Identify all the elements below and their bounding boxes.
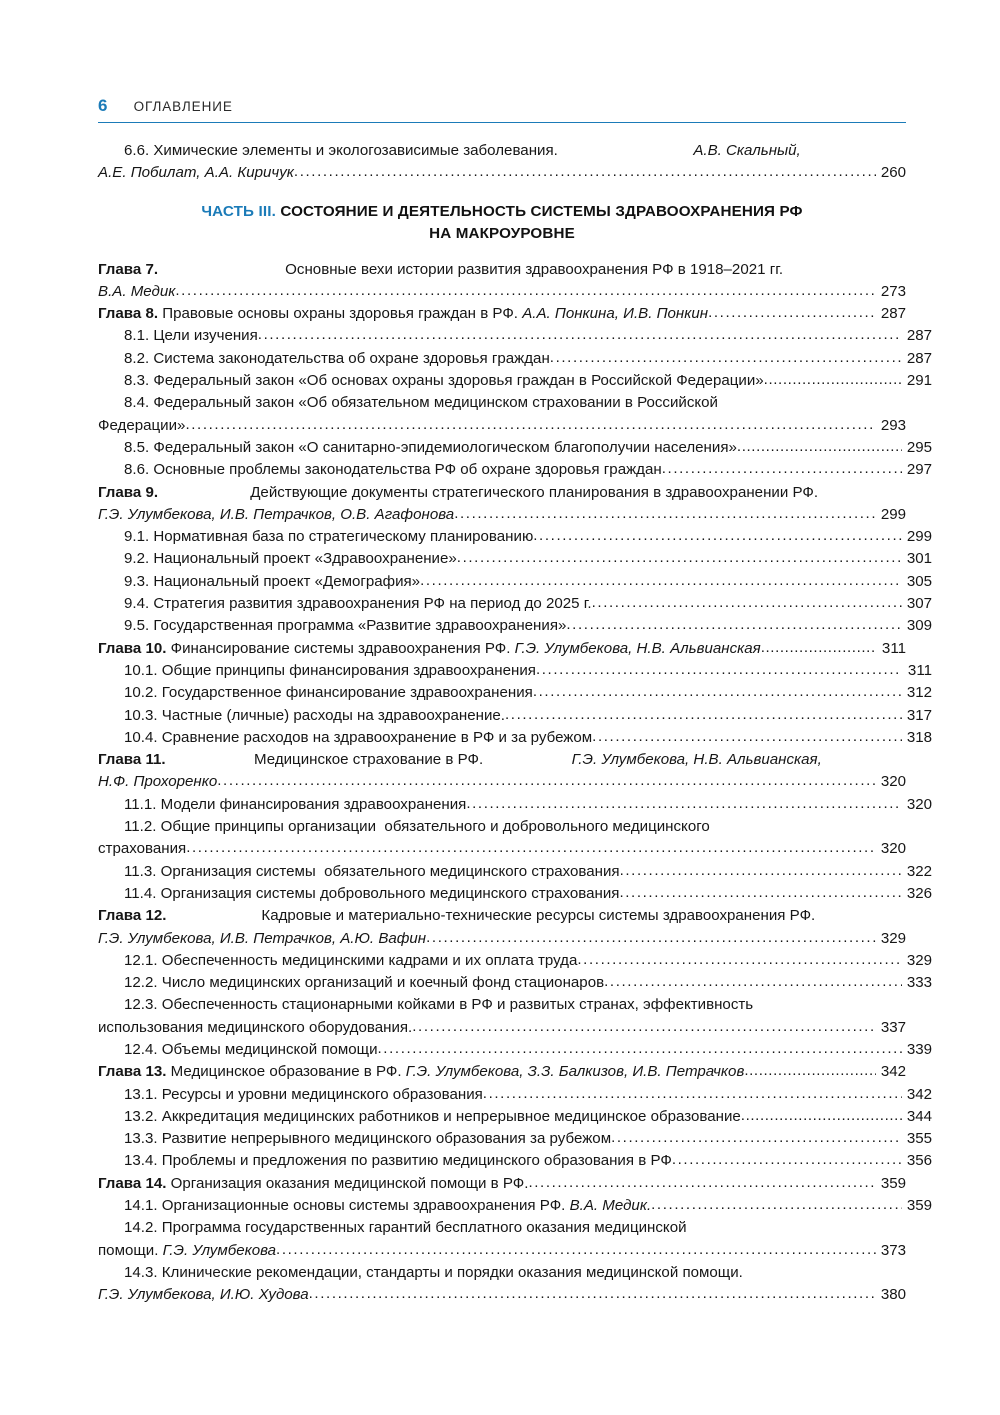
toc-line: [98, 571, 932, 593]
toc-entry-9-1[interactable]: [98, 526, 932, 548]
toc-entry-12-2[interactable]: [98, 972, 932, 994]
toc-entry-chapter-13[interactable]: [98, 1061, 906, 1083]
toc-entry-10-4[interactable]: [98, 727, 932, 749]
toc-line: [98, 682, 932, 704]
toc-line: [98, 705, 932, 727]
toc-line: [98, 771, 906, 793]
toc-line: [98, 1106, 932, 1128]
toc-line: [98, 459, 932, 481]
toc-entry-authors: В.А. Медик.: [569, 1197, 652, 1215]
toc-entry-authors: Г.Э. Улумбекова: [162, 1241, 277, 1259]
dot-leader: [420, 570, 902, 592]
toc-line: [98, 1128, 932, 1150]
chapter-number: Глава 10.: [98, 639, 167, 657]
toc-entry-12-4[interactable]: [98, 1039, 932, 1061]
toc-entry-chapter-9[interactable]: [98, 482, 906, 527]
toc-page-number: 326: [906, 884, 932, 902]
part-heading-line-2: НА МАКРОУРОВНЕ: [429, 224, 575, 242]
dot-leader: [604, 971, 902, 993]
dot-leader: [294, 161, 876, 183]
toc-page-number: 320: [880, 840, 906, 858]
toc-line: [98, 1039, 932, 1061]
dot-leader: [536, 659, 902, 681]
toc-line: [98, 838, 906, 860]
dot-leader: [412, 1016, 876, 1038]
toc-entry-title: 9.3. Национальный проект «Демография»: [124, 572, 421, 590]
toc-entry-13-3[interactable]: [98, 1128, 932, 1150]
toc-page-number: 320: [880, 773, 906, 791]
toc-line: [98, 1217, 932, 1239]
toc-page-number: 322: [906, 862, 932, 880]
toc-page-number: 287: [906, 327, 932, 345]
toc-page-number: 329: [906, 951, 932, 969]
toc-entry-title: Финансирование системы здравоохранения РФ.: [166, 639, 515, 657]
toc-entry-9-5[interactable]: [98, 615, 932, 637]
toc-entry-9-3[interactable]: [98, 571, 932, 593]
toc-entry-11-4[interactable]: [98, 883, 932, 905]
toc-entry-chapter-8[interactable]: [98, 303, 906, 325]
toc-line: [98, 994, 932, 1016]
toc-entry-title: 12.2. Число медицинских организаций и коечный фонд стационаров: [124, 974, 605, 992]
toc-entry-title: 12.3. Обеспеченность стационарными койками в РФ и развитых странах, эффективность: [124, 996, 754, 1014]
toc-page-number: 307: [906, 595, 932, 613]
dot-leader: [309, 1283, 876, 1305]
toc-line: [98, 1262, 932, 1284]
toc-page-number: 317: [906, 706, 932, 724]
toc-line: [98, 370, 932, 392]
dot-leader: [217, 770, 876, 792]
toc-page-number: 291: [906, 372, 932, 390]
toc-line: [98, 794, 932, 816]
dot-leader: [611, 1127, 902, 1149]
toc-page-number: 305: [906, 572, 932, 590]
toc-page-number: 356: [906, 1152, 932, 1170]
dot-leader: [426, 927, 876, 949]
toc-entry-13-2[interactable]: [98, 1106, 932, 1128]
dot-leader: [761, 637, 876, 659]
toc-entry-title: 9.5. Государственная программа «Развитие здравоохранения»: [124, 617, 567, 635]
toc-entry-12-3[interactable]: [98, 994, 906, 1039]
chapter-number: Глава 7.: [98, 260, 159, 278]
dot-leader: [483, 1083, 902, 1105]
toc-entry-title: 8.4. Федеральный закон «Об обязательном медицинском страховании в Российской: [124, 394, 718, 412]
toc-page-number: 373: [880, 1241, 906, 1259]
dot-leader: [466, 793, 902, 815]
toc-entry-8-2[interactable]: [98, 348, 932, 370]
toc-entry-authors: Г.Э. Улумбекова, Н.В. Альвианская,: [571, 751, 822, 769]
toc-entry-title-cont: помощи.: [98, 1241, 163, 1259]
toc-entry-title: 14.1. Организационные основы системы здравоохранения РФ.: [124, 1197, 570, 1215]
toc-entry-title: Правовые основы охраны здоровья граждан в РФ.: [158, 305, 523, 323]
toc-page-number: 309: [906, 617, 932, 635]
dot-leader: [619, 882, 902, 904]
toc-line: [98, 259, 906, 281]
dot-leader: [672, 1149, 902, 1171]
toc-entry-title: 12.1. Обеспеченность медицинскими кадрами и их оплата труда: [124, 951, 578, 969]
chapter-number: Глава 9.: [98, 483, 159, 501]
toc-page-number: 311: [907, 661, 932, 679]
toc-line: [98, 727, 932, 749]
toc-entry-authors: Г.Э. Улумбекова, З.З. Балкизов, И.В. Петрачков: [405, 1063, 745, 1081]
toc-entry-title: Основные вехи истории развития здравоохранения РФ в 1918–2021 гг.: [280, 260, 784, 278]
toc-page-number: 287: [906, 349, 932, 367]
toc-line: [98, 1240, 906, 1262]
toc-entry-13-4[interactable]: [98, 1150, 932, 1172]
toc-line: [98, 303, 906, 325]
toc-entry-12-1[interactable]: [98, 950, 932, 972]
toc-line: [98, 548, 932, 570]
toc-entry-title: 8.1. Цели изучения: [124, 327, 258, 345]
chapter-number: Глава 11.: [98, 751, 166, 769]
chapter-number: Глава 12.: [98, 907, 167, 925]
toc-page-number: 287: [880, 305, 906, 323]
toc-entry-14-3[interactable]: [98, 1262, 906, 1307]
toc-entry-8-5[interactable]: [98, 437, 932, 459]
toc-entry-14-1[interactable]: [98, 1195, 932, 1217]
toc-page-number: 273: [880, 282, 906, 300]
toc-line: [98, 816, 932, 838]
toc-line: [98, 482, 906, 504]
toc-page-number: 359: [880, 1174, 906, 1192]
toc-page-number: 301: [906, 550, 932, 568]
running-header: [98, 96, 906, 123]
toc-page-number: 355: [906, 1130, 932, 1148]
toc-page-number: 339: [906, 1040, 932, 1058]
toc-line: [98, 1195, 932, 1217]
dot-leader: [744, 1060, 876, 1082]
toc-page-number: 344: [906, 1107, 932, 1125]
part-heading: [98, 201, 906, 245]
toc-entry-11-2[interactable]: [98, 816, 906, 861]
toc-entry-title: 9.4. Стратегия развития здравоохранения РФ на период до 2025 г.: [124, 595, 592, 613]
toc-entry-10-3[interactable]: [98, 705, 932, 727]
toc-entry-authors-cont: А.Е. Побилат, А.А. Киричук: [98, 164, 294, 182]
toc-page-number: 293: [880, 416, 906, 434]
dot-leader: [533, 681, 902, 703]
toc-entry-6-6[interactable]: [98, 140, 906, 185]
toc-entry-8-6[interactable]: [98, 459, 932, 481]
toc-line: [98, 749, 906, 771]
toc-entry-title: 11.2. Общие принципы организации обязательного и добровольного медицинского: [124, 818, 710, 836]
toc-entry-title: 10.1. Общие принципы финансирования здравоохранения: [124, 661, 536, 679]
toc-entry-chapter-10[interactable]: [98, 638, 906, 660]
toc-entry-title: 8.2. Система законодательства об охране здоровья граждан: [124, 349, 550, 367]
toc-line: [98, 437, 932, 459]
toc-page-number: 359: [906, 1197, 932, 1215]
toc-entry-authors: А.В. Скальный,: [693, 142, 801, 159]
toc-entry-title-cont: страхования: [98, 840, 187, 858]
toc-page-number: 333: [906, 974, 932, 992]
toc-page-number: 311: [881, 639, 906, 657]
toc-page-number: 329: [880, 929, 906, 947]
toc-entry-title: Действующие документы стратегического планирования в здравоохранении РФ.: [246, 483, 819, 501]
toc-entry-11-3[interactable]: [98, 861, 932, 883]
toc-page-number: 320: [906, 795, 932, 813]
toc-page-number: 297: [906, 461, 932, 479]
dot-leader: [577, 949, 902, 971]
dot-leader: [662, 458, 902, 480]
toc-entry-8-3[interactable]: [98, 370, 932, 392]
toc-entry-authors: Г.Э. Улумбекова, И.В. Петрачков, А.Ю. Вафин: [98, 929, 427, 947]
toc-entry-title: Кадровые и материально-технические ресурсы системы здравоохранения РФ.: [257, 907, 816, 925]
toc-entry-title: 11.4. Организация системы добровольного медицинского страхования: [124, 884, 620, 902]
toc-entry-title: 10.2. Государственное финансирование здравоохранения: [124, 684, 533, 702]
toc-entry-9-2[interactable]: [98, 548, 932, 570]
toc-entry-authors: А.А. Понкина, И.В. Понкин: [522, 305, 709, 323]
toc-entry-authors: В.А. Медик: [98, 282, 176, 300]
dot-leader: [276, 1239, 876, 1261]
toc-line: [98, 861, 932, 883]
toc-page-number: 342: [880, 1063, 906, 1081]
dot-leader: [566, 614, 902, 636]
part-heading-line-1: [98, 201, 906, 223]
toc-page-number: 295: [906, 438, 932, 456]
chapter-number: Глава 8.: [98, 305, 159, 323]
toc-line: [98, 883, 932, 905]
chapter-number: Глава 14.: [98, 1174, 167, 1192]
toc-line: [98, 162, 906, 184]
dot-leader: [592, 726, 902, 748]
toc-entry-title: 11.1. Модели финансирования здравоохранения: [124, 795, 467, 813]
toc-line: [98, 281, 906, 303]
toc-line: [98, 392, 932, 414]
toc-entry-title: 9.1. Нормативная база по стратегическому планированию: [124, 528, 534, 546]
toc-entry-chapter-7[interactable]: [98, 259, 906, 304]
toc-entry-title: 12.4. Объемы медицинской помощи: [124, 1040, 378, 1058]
toc-entry-10-1[interactable]: [98, 660, 932, 682]
toc-entry-authors-cont: Н.Ф. Прохоренко: [98, 773, 218, 791]
toc-entry-title-cont: Федерации»: [98, 416, 186, 434]
dot-leader: [550, 347, 902, 369]
toc-entry-chapter-14[interactable]: [98, 1173, 906, 1195]
toc-line: [98, 415, 906, 437]
dot-leader: [620, 860, 902, 882]
dot-leader: [457, 547, 902, 569]
toc-line: [98, 972, 932, 994]
toc-line: [98, 526, 932, 548]
toc-entry-14-2[interactable]: [98, 1217, 906, 1262]
toc-line: [98, 348, 932, 370]
toc-page-number: 342: [906, 1085, 932, 1103]
toc-line: [98, 1150, 932, 1172]
toc-entry-authors: Г.Э. Улумбекова, И.Ю. Худова: [98, 1286, 309, 1304]
toc-list: [98, 140, 932, 1307]
toc-page-number: 260: [880, 164, 906, 182]
dot-leader: [651, 1194, 902, 1216]
toc-line: [98, 928, 906, 950]
toc-line: [98, 325, 932, 347]
toc-entry-11-1[interactable]: [98, 794, 932, 816]
dot-leader: [454, 503, 876, 525]
toc-page-number: 380: [880, 1286, 906, 1304]
toc-line: [98, 1084, 932, 1106]
toc-line: [98, 504, 906, 526]
part-heading-text: СОСТОЯНИЕ И ДЕЯТЕЛЬНОСТЬ СИСТЕМЫ ЗДРАВООХРАНЕНИЯ РФ: [275, 202, 803, 220]
toc-entry-chapter-12[interactable]: [98, 905, 906, 950]
dot-leader: [737, 436, 902, 458]
toc-page-number: 312: [906, 684, 932, 702]
toc-entry-title: Организация оказания медицинской помощи в РФ.: [166, 1174, 529, 1192]
dot-leader: [186, 837, 876, 859]
page-folio-number: 6: [98, 96, 108, 115]
toc-line: [98, 638, 906, 660]
toc-line: [98, 1173, 906, 1195]
toc-entry-title: 11.3. Организация системы обязательного медицинского страхования: [124, 862, 620, 880]
dot-leader: [175, 280, 876, 302]
dot-leader: [764, 369, 902, 391]
toc-entry-9-4[interactable]: [98, 593, 932, 615]
toc-line: [98, 950, 932, 972]
toc-entry-title: 6.6. Химические элементы и экологозависимые заболевания.: [124, 142, 563, 159]
toc-line: [98, 905, 906, 927]
toc-line: [98, 615, 932, 637]
toc-entry-title: 13.2. Аккредитация медицинских работников и непрерывное медицинское образование: [124, 1107, 741, 1125]
toc-line: [98, 140, 932, 162]
part-label: ЧАСТЬ III.: [201, 202, 276, 220]
toc-entry-title: 10.3. Частные (личные) расходы на здравоохранение.: [124, 706, 505, 724]
dot-leader: [185, 414, 876, 436]
dot-leader: [505, 704, 902, 726]
toc-entry-title: 8.3. Федеральный закон «Об основах охраны здоровья граждан в Российской Федерации»: [124, 372, 764, 390]
dot-leader: [378, 1038, 902, 1060]
running-header-title: ОГЛАВЛЕНИЕ: [133, 99, 233, 114]
toc-entry-title: Медицинское образование в РФ.: [166, 1063, 406, 1081]
toc-entry-title: Медицинское страхование в РФ.: [249, 751, 488, 769]
dot-leader: [533, 525, 902, 547]
chapter-number: Глава 13.: [98, 1063, 167, 1081]
toc-entry-title: 8.6. Основные проблемы законодательства РФ об охране здоровья граждан: [124, 461, 662, 479]
toc-entry-authors: Г.Э. Улумбекова, Н.В. Альвианская: [514, 639, 761, 657]
toc-entry-title: 13.1. Ресурсы и уровни медицинского образования: [124, 1085, 483, 1103]
toc-entry-title: 13.3. Развитие непрерывного медицинского образования за рубежом: [124, 1130, 612, 1148]
dot-leader: [592, 592, 902, 614]
toc-entry-title: 14.3. Клинические рекомендации, стандарты и порядки оказания медицинской помощи.: [124, 1263, 743, 1281]
dot-leader: [258, 324, 902, 346]
toc-entry-chapter-11[interactable]: [98, 749, 906, 794]
toc-line: [98, 1017, 906, 1039]
toc-line: [98, 1284, 906, 1306]
toc-page-number: 318: [906, 728, 932, 746]
toc-entry-8-4[interactable]: [98, 392, 906, 437]
toc-entry-title: 9.2. Национальный проект «Здравоохранение»: [124, 550, 457, 568]
toc-line: [98, 1061, 906, 1083]
toc-entry-10-2[interactable]: [98, 682, 932, 704]
toc-entry-title: 8.5. Федеральный закон «О санитарно-эпидемиологическом благополучии населения»: [124, 438, 737, 456]
toc-entry-title-cont: использования медицинского оборудования.: [98, 1018, 413, 1036]
dot-leader: [528, 1172, 876, 1194]
toc-entry-title: 13.4. Проблемы и предложения по развитию медицинского образования в РФ: [124, 1152, 672, 1170]
toc-entry-authors: Г.Э. Улумбекова, И.В. Петрачков, О.В. Агафонова: [98, 505, 455, 523]
toc-page-number: 299: [880, 505, 906, 523]
dot-leader: [708, 302, 876, 324]
toc-page-number: 337: [880, 1018, 906, 1036]
dot-leader: [741, 1105, 902, 1127]
toc-page-number: 299: [906, 528, 932, 546]
toc-entry-title: 10.4. Сравнение расходов на здравоохранение в РФ и за рубежом: [124, 728, 593, 746]
toc-line: [98, 660, 932, 682]
toc-entry-13-1[interactable]: [98, 1084, 932, 1106]
toc-line: [98, 593, 932, 615]
toc-entry-title: 14.2. Программа государственных гарантий бесплатного оказания медицинской: [124, 1219, 687, 1237]
toc-entry-8-1[interactable]: [98, 325, 932, 347]
